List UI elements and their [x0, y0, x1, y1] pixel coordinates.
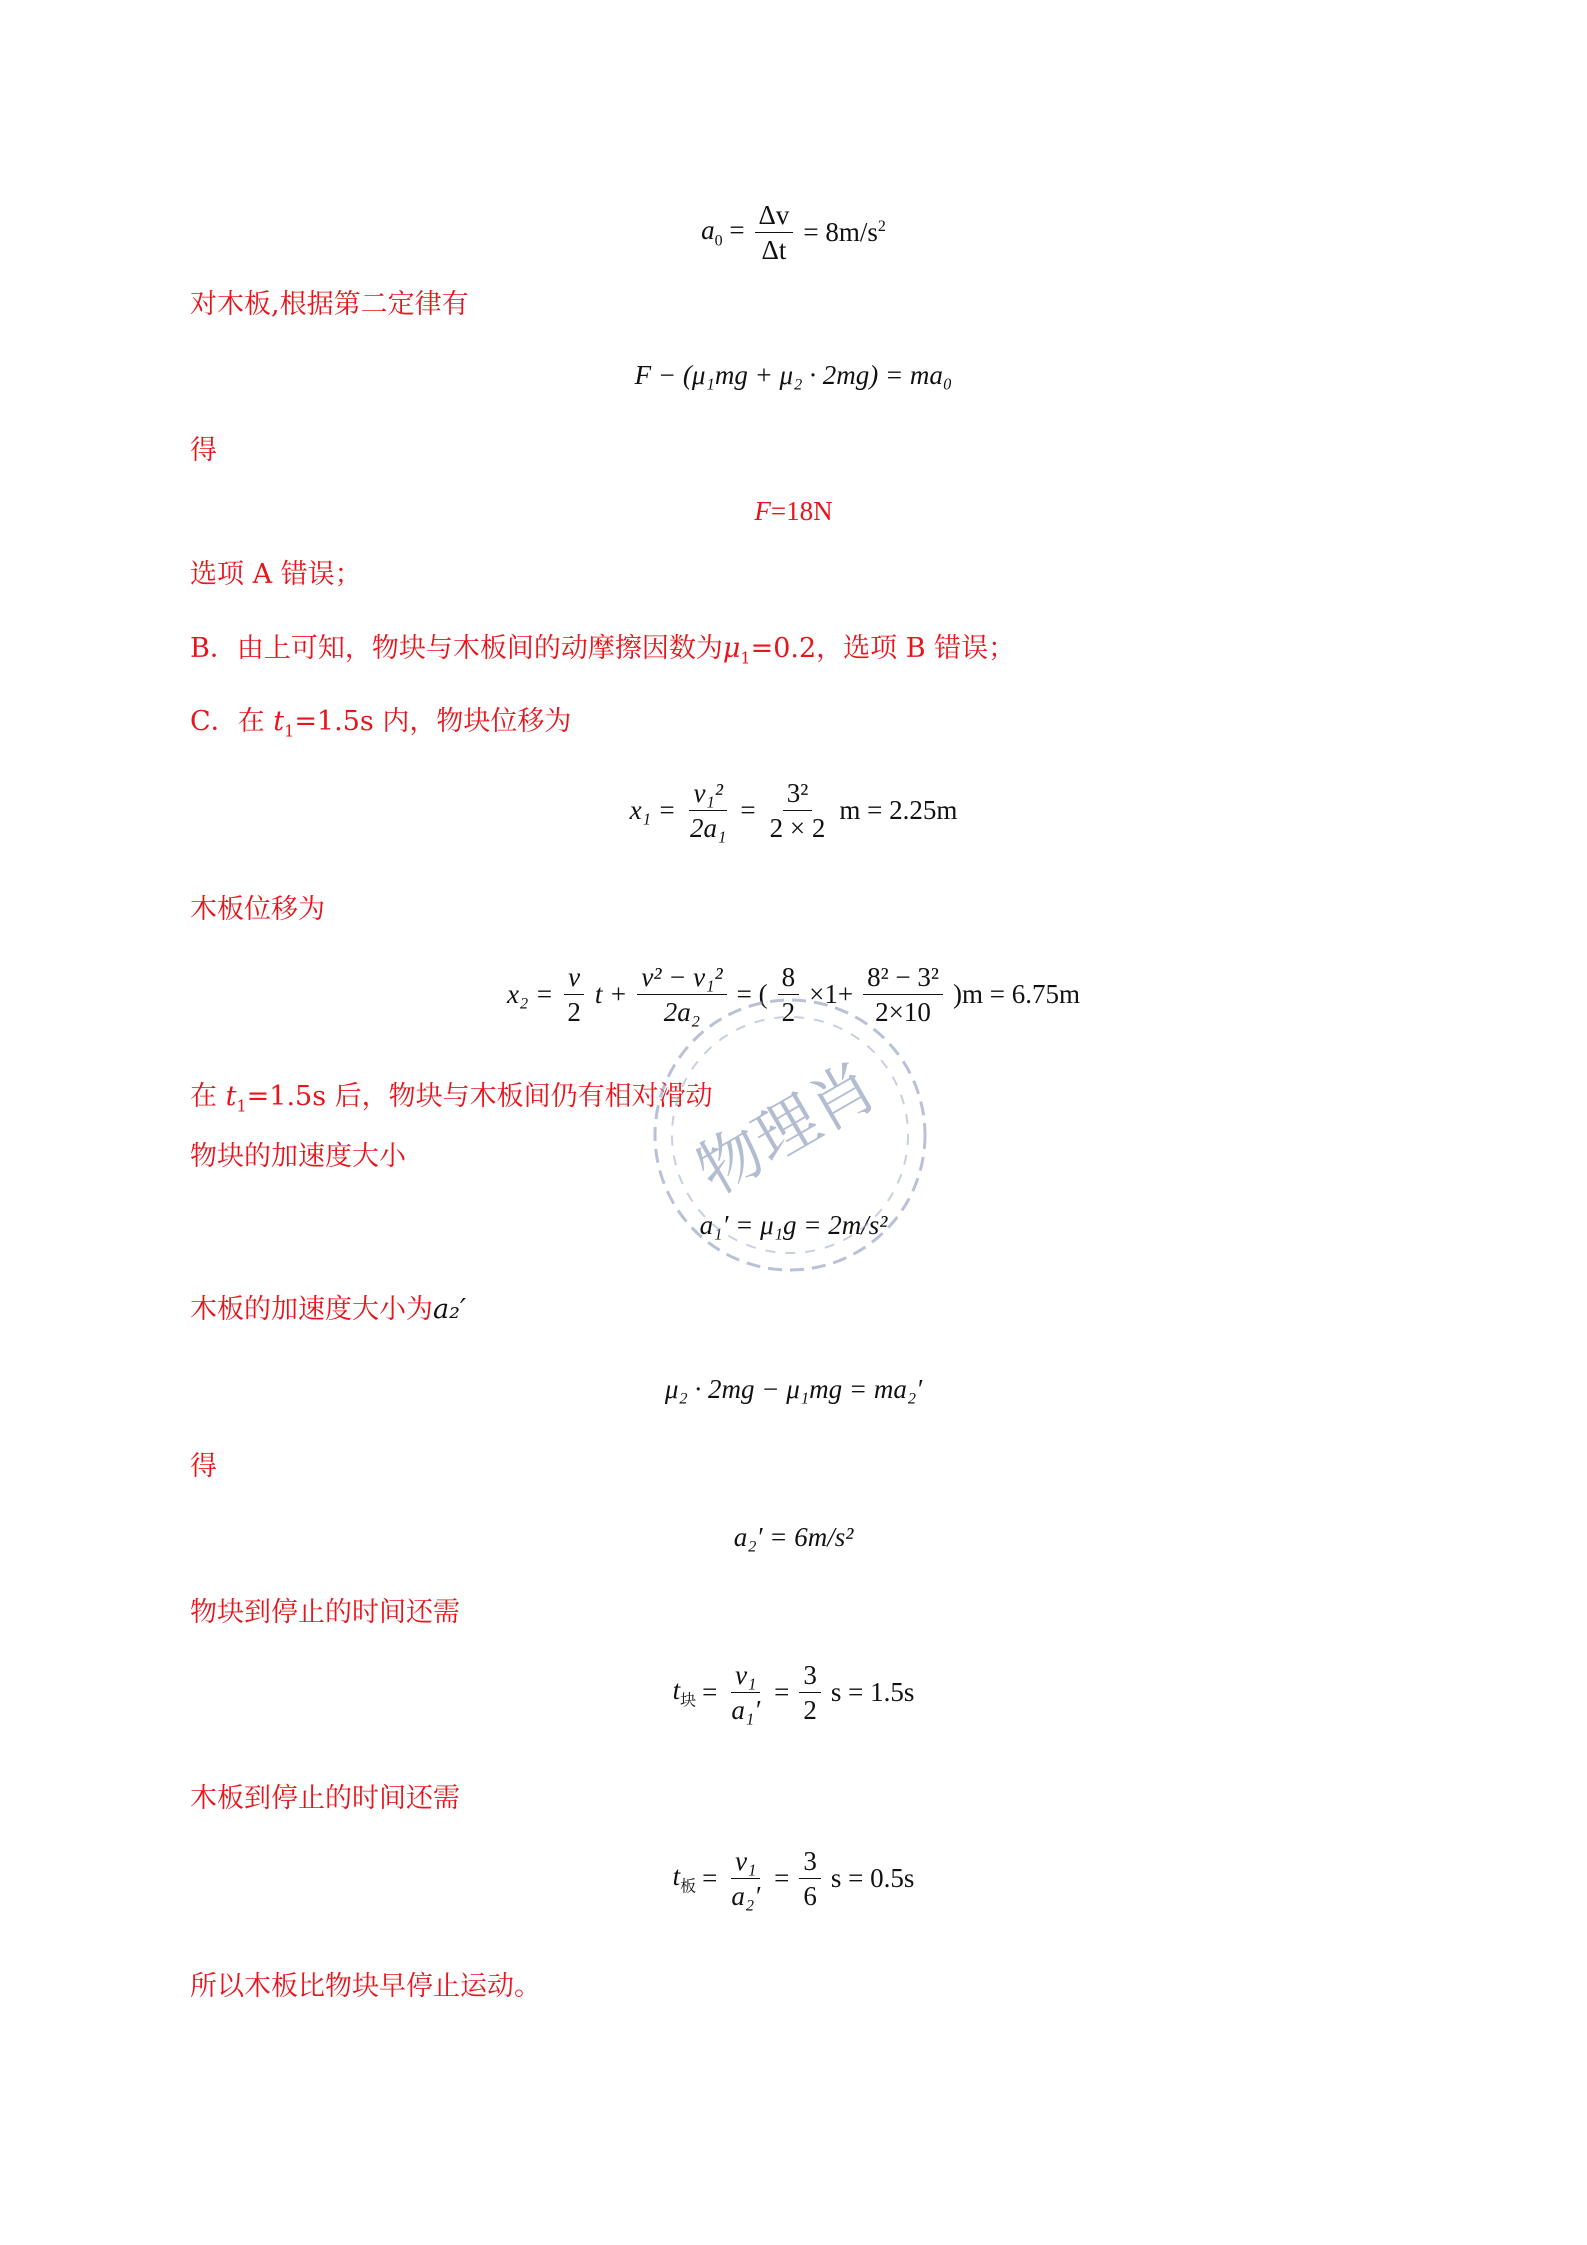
equation-a1-prime: a₁′ = μ₁g = 2m/s²	[699, 1210, 888, 1240]
text-line: 对木板,根据第二定律有	[190, 289, 469, 320]
text-line: 木板位移为	[190, 894, 325, 925]
equation-t-block: $t_块$ = $\frac{\text{v₁}}{\text{a₁′}}$ = $\frac{3}{2}$ s = 1.5s	[672, 1660, 915, 1725]
text-line-option-c: C．在 $t_1=1.5s$ 内，物块位移为	[190, 706, 572, 741]
text-line: 物块到停止的时间还需	[190, 1597, 460, 1628]
text-line: 木板的加速度大小为a₂′	[190, 1294, 467, 1325]
text-line: 在 $t_1=1.5s$ 后，物块与木板间仍有相对滑动	[190, 1081, 713, 1116]
text-line: 木板到停止的时间还需	[190, 1783, 460, 1814]
equation-board-accel: μ₂ · 2mg − μ₁mg = ma₂′	[664, 1374, 923, 1404]
equation-a0: $a_0$ = $\frac{\Delta v}{\Delta t}$ = $8m/s^2$	[701, 200, 886, 265]
equation-F-result: F=18N	[754, 496, 833, 526]
fraction: $\frac{\Delta v}{\Delta t}$	[755, 200, 794, 265]
text-line: 物块的加速度大小	[190, 1141, 406, 1172]
text-line: 得	[190, 435, 217, 466]
text-line-option-b: B．由上可知，物块与木板间的动摩擦因数为$\mu_1=0.2$，选项 B 错误；	[190, 633, 1016, 668]
watermark-text: 物理肖	[685, 1049, 889, 1210]
equation-x1: x₁ = $\frac{\text{v₁²}}{\text{2a₁}}$ = $\frac{\text{3²}}{2 \times 2}$ m = 2.25m	[629, 778, 958, 843]
equation-t-board: $t_板$ = $\frac{\text{v₁}}{\text{a₂′}}$ = $\frac{3}{6}$ s = 0.5s	[672, 1846, 915, 1911]
equation-newton-board: F − (μ₁mg + μ₂ · 2mg) = ma₀	[634, 360, 953, 390]
equation-a2-prime: a₂′ = 6m/s²	[733, 1522, 854, 1552]
text-line: 选项 A 错误；	[190, 559, 362, 590]
text-line: 所以木板比物块早停止运动。	[190, 1971, 541, 2002]
equation-x2: x₂ = $\frac{v}{2}$ t + $\frac{\text{v² − v₁²}}{\text{2a₂}}$ = ( $\frac{8}{2}$ ×1+ $\frac{\text{8² − 3²}}{2\times 10}$ )m = 6.75m	[507, 962, 1080, 1027]
text-line: 得	[190, 1451, 217, 1482]
